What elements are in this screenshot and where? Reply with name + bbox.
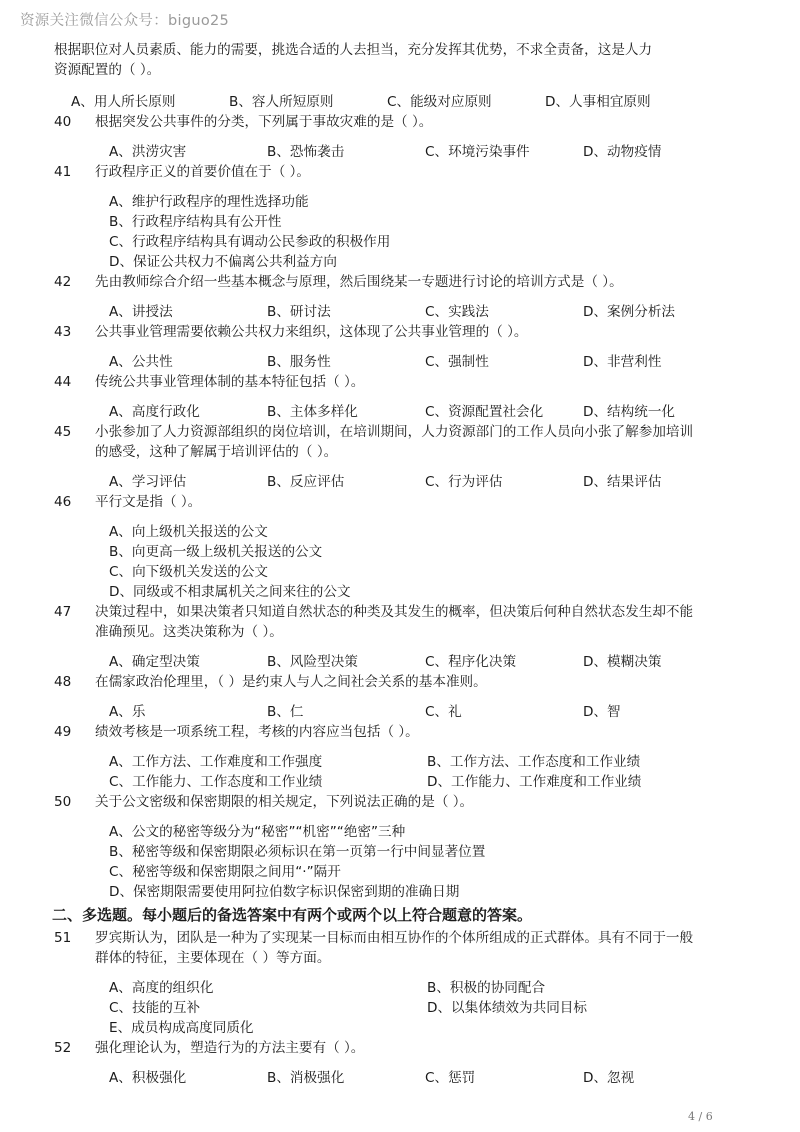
option: D、同级或不相隶属机关之间来往的公文 xyxy=(109,584,351,600)
question-51 xyxy=(54,928,754,968)
option: A、高度的组织化 xyxy=(109,980,214,996)
question-number: 41 xyxy=(54,164,72,180)
question-40 xyxy=(54,112,754,132)
question-48 xyxy=(54,672,754,692)
option: A、用人所长原则 xyxy=(71,94,176,110)
option: D、保密期限需要使用阿拉伯数字标识保密到期的准确日期 xyxy=(109,884,460,900)
question-50 xyxy=(54,792,754,812)
question-text: 决策过程中，如果决策者只知道自然状态的种类及其发生的概率，但决策后何种自然状态发生却不能 xyxy=(95,604,694,620)
question-text: 关于公文密级和保密期限的相关规定，下列说法正确的是（ ）。 xyxy=(95,794,474,810)
option: D、案例分析法 xyxy=(583,304,676,320)
question-text: 的感受，这种了解属于培训评估的（ ）。 xyxy=(95,444,338,460)
option: C、环境污染事件 xyxy=(425,144,530,160)
option: D、智 xyxy=(583,704,621,720)
options-row xyxy=(54,652,754,672)
question-46 xyxy=(54,492,754,512)
options-list xyxy=(54,192,754,272)
options-row xyxy=(54,1068,754,1088)
document-page xyxy=(54,40,754,1088)
options-row xyxy=(54,142,754,162)
option: C、能级对应原则 xyxy=(387,94,492,110)
options-row xyxy=(54,472,754,492)
question-44 xyxy=(54,372,754,392)
question-text: 先由教师综合介绍一些基本概念与原理，然后围绕某一专题进行讨论的培训方式是（ ）。 xyxy=(95,274,623,290)
options-list xyxy=(54,522,754,602)
question-text: 公共事业管理需要依赖公共权力来组织，这体现了公共事业管理的（ ）。 xyxy=(95,324,528,340)
option: A、学习评估 xyxy=(109,474,187,490)
question-43 xyxy=(54,322,754,342)
question-text: 行政程序正义的首要价值在于（ ）。 xyxy=(95,164,311,180)
option: B、仁 xyxy=(267,704,304,720)
option: D、保证公共权力不偏离公共利益方向 xyxy=(109,254,337,270)
option: D、工作能力、工作难度和工作业绩 xyxy=(427,774,642,790)
question-number: 40 xyxy=(54,114,72,130)
option: B、行政程序结构具有公开性 xyxy=(109,214,282,230)
question-text: 传统公共事业管理体制的基本特征包括（ ）。 xyxy=(95,374,365,390)
question-41 xyxy=(54,162,754,182)
question-number: 45 xyxy=(54,424,72,440)
option: D、结果评估 xyxy=(583,474,662,490)
question-number: 49 xyxy=(54,724,72,740)
option: C、礼 xyxy=(425,704,462,720)
option: A、积极强化 xyxy=(109,1070,187,1086)
option: B、研讨法 xyxy=(267,304,331,320)
options-grid xyxy=(54,978,754,1038)
option: A、向上级机关报送的公文 xyxy=(109,524,268,540)
question-text: 根据职位对人员素质、能力的需要，挑选合适的人去担当，充分发挥其优势，不求全责备，这是人力 xyxy=(54,42,653,58)
question-number: 43 xyxy=(54,324,72,340)
question-text: 强化理论认为，塑造行为的方法主要有（ ）。 xyxy=(95,1040,365,1056)
options-row xyxy=(54,92,754,112)
question-text: 平行文是指（ ）。 xyxy=(95,494,202,510)
question-text: 罗宾斯认为，团队是一种为了实现某一目标而由相互协作的个体所组成的正式群体。具有不同于一般 xyxy=(95,930,694,946)
section-heading: 二、多选题。每小题后的备选答案中有两个或两个以上符合题意的答案。 xyxy=(52,906,533,924)
question-42 xyxy=(54,272,754,292)
options-row xyxy=(54,702,754,722)
question-number: 48 xyxy=(54,674,72,690)
question-text: 绩效考核是一项系统工程，考核的内容应当包括（ ）。 xyxy=(95,724,419,740)
option: B、积极的协同配合 xyxy=(427,980,546,996)
option: C、行为评估 xyxy=(425,474,503,490)
question-number: 44 xyxy=(54,374,72,390)
option: D、动物疫情 xyxy=(583,144,662,160)
options-row xyxy=(54,352,754,372)
option: D、忽视 xyxy=(583,1070,635,1086)
option: D、结构统一化 xyxy=(583,404,676,420)
options-row xyxy=(54,302,754,322)
option: B、向更高一级上级机关报送的公文 xyxy=(109,544,323,560)
question-number: 52 xyxy=(54,1040,72,1056)
option: C、向下级机关发送的公文 xyxy=(109,564,269,580)
question-text: 准确预见。这类决策称为（ ）。 xyxy=(95,624,283,640)
option: B、服务性 xyxy=(267,354,331,370)
question-intro xyxy=(54,40,754,112)
page-number: 4 / 6 xyxy=(688,1110,713,1123)
option: A、讲授法 xyxy=(109,304,173,320)
option: D、以集体绩效为共同目标 xyxy=(427,1000,587,1016)
question-number: 51 xyxy=(54,930,72,946)
option: D、模糊决策 xyxy=(583,654,662,670)
option: A、维护行政程序的理性选择功能 xyxy=(109,194,309,210)
option: B、容人所短原则 xyxy=(229,94,334,110)
option: B、消极强化 xyxy=(267,1070,345,1086)
question-number: 50 xyxy=(54,794,72,810)
options-list xyxy=(54,822,754,902)
option: B、风险型决策 xyxy=(267,654,358,670)
question-45 xyxy=(54,422,754,462)
option: C、资源配置社会化 xyxy=(425,404,544,420)
option: A、乐 xyxy=(109,704,146,720)
question-number: 46 xyxy=(54,494,72,510)
question-text: 在儒家政治伦理里，（ ）是约束人与人之间社会关系的基本准则。 xyxy=(95,674,487,690)
question-49 xyxy=(54,722,754,742)
option: A、高度行政化 xyxy=(109,404,200,420)
option: E、成员构成高度同质化 xyxy=(109,1020,254,1036)
option: C、技能的互补 xyxy=(109,1000,201,1016)
watermark: 资源关注微信公众号：biguo25 xyxy=(20,13,230,29)
question-text: 小张参加了人力资源部组织的岗位培训，在培训期间，人力资源部门的工作人员向小张了解参加培训 xyxy=(95,424,694,440)
option: C、秘密等级和保密期限之间用“·”隔开 xyxy=(109,864,341,880)
option: B、反应评估 xyxy=(267,474,345,490)
option: A、洪涝灾害 xyxy=(109,144,187,160)
question-47 xyxy=(54,602,754,642)
option: D、人事相宜原则 xyxy=(545,94,651,110)
option: B、工作方法、工作态度和工作业绩 xyxy=(427,754,641,770)
option: C、行政程序结构具有调动公民参政的积极作用 xyxy=(109,234,391,250)
question-52 xyxy=(54,1038,754,1058)
option: C、实践法 xyxy=(425,304,489,320)
question-text: 根据突发公共事件的分类，下列属于事故灾难的是（ ）。 xyxy=(95,114,433,130)
option: C、程序化决策 xyxy=(425,654,517,670)
option: A、工作方法、工作难度和工作强度 xyxy=(109,754,323,770)
question-number: 47 xyxy=(54,604,72,620)
option: A、公共性 xyxy=(109,354,173,370)
option: C、强制性 xyxy=(425,354,489,370)
option: B、秘密等级和保密期限必须标识在第一页第一行中间显著位置 xyxy=(109,844,486,860)
option: B、主体多样化 xyxy=(267,404,358,420)
option: D、非营利性 xyxy=(583,354,662,370)
question-number: 42 xyxy=(54,274,72,290)
options-row xyxy=(54,402,754,422)
option: A、公文的秘密等级分为“秘密”“机密”“绝密”三种 xyxy=(109,824,406,840)
option: A、确定型决策 xyxy=(109,654,200,670)
options-grid xyxy=(54,752,754,792)
option: C、工作能力、工作态度和工作业绩 xyxy=(109,774,323,790)
option: B、恐怖袭击 xyxy=(267,144,345,160)
question-text: 群体的特征，主要体现在（ ）等方面。 xyxy=(95,950,331,966)
option: C、惩罚 xyxy=(425,1070,476,1086)
question-text: 资源配置的（ ）。 xyxy=(54,62,161,78)
